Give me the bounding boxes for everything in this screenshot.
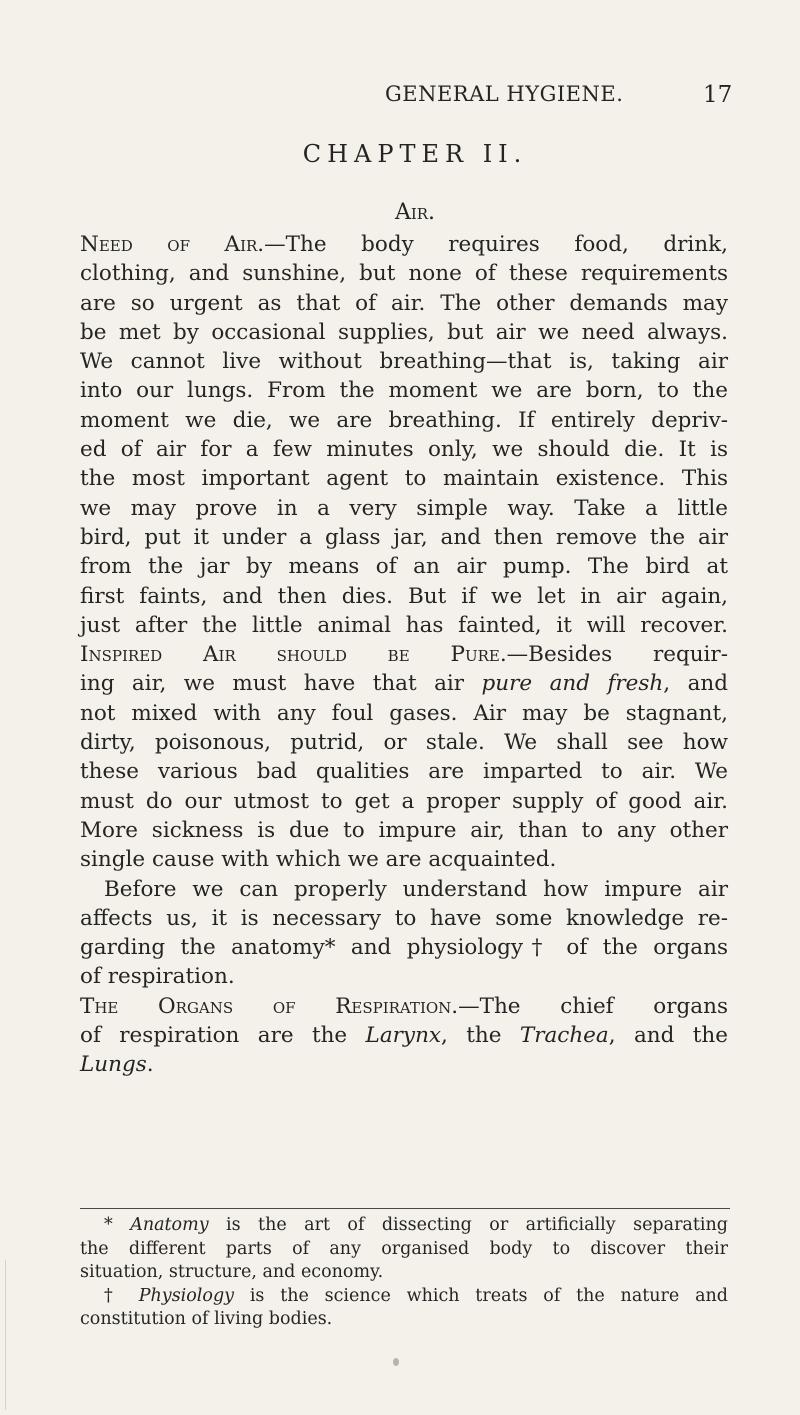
footnote-term: Anatomy <box>130 1215 209 1235</box>
paragraph-line: Need of Air.—The body requires food, drink, <box>80 232 728 257</box>
paragraph-line: from the jar by means of an air pump. The bird at <box>80 554 728 580</box>
paragraph-line: these various bad qualities are imparted to air. We <box>80 759 728 785</box>
paragraph-line: moment we die, we are breathing. If entirely depriv- <box>80 407 728 433</box>
paragraph-line: Inspired Air should be Pure.—Besides requir- <box>80 642 728 668</box>
paragraph-line: Before we can properly understand how impure air <box>104 876 728 902</box>
body-text <box>80 230 728 1080</box>
paragraph-line: bird, put it under a glass jar, and then remove the air <box>80 524 728 550</box>
emphasis: Larynx <box>365 1023 442 1049</box>
paragraph-line: not mixed with any foul gases. Air may be stagnant, <box>80 700 728 726</box>
paragraph-line: are so urgent as that of air. The other demands may <box>80 290 728 316</box>
paragraph-line: clothing, and sunshine, but none of these requirements <box>80 261 728 287</box>
paragraph-line: garding the anatomy* and physiology† of the organs <box>80 935 728 961</box>
chapter-title: CHAPTER II. <box>302 140 528 168</box>
paragraph-line: Lungs. <box>80 1052 154 1078</box>
page-number: 17 <box>703 82 733 108</box>
paragraph-line: affects us, it is necessary to have some knowledge re- <box>80 905 728 931</box>
footnote-line: the different parts of any organised body to discover their <box>80 1238 728 1259</box>
paragraph-line: must do our utmost to get a proper supply of good air. <box>80 788 728 814</box>
emphasis: and fresh <box>549 671 664 697</box>
paragraph-line: we may prove in a very simple way. Take a little <box>80 495 728 521</box>
footnote-line: situation, structure, and economy. <box>80 1262 384 1282</box>
page-edge-shadow <box>5 1260 6 1410</box>
emphasis: pure <box>481 671 533 697</box>
emphasis: Trachea <box>519 1023 609 1049</box>
footnote-line: constitution of living bodies. <box>80 1309 333 1329</box>
footnote-line: * Anatomy is the art of dissecting or artificially separating <box>104 1215 728 1235</box>
section-title: Air. <box>394 200 436 225</box>
paragraph-heading: The Organs of Respiration. <box>80 993 459 1019</box>
paragraph-line: dirty, poisonous, putrid, or stale. We shall see how <box>80 730 728 756</box>
paragraph-heading: Inspired Air should be Pure. <box>80 642 507 668</box>
ink-spot <box>393 1358 399 1366</box>
footnote-term: Physiology <box>138 1285 235 1306</box>
running-head: GENERAL HYGIENE. <box>385 82 624 106</box>
paragraph-line: of respiration. <box>80 964 235 990</box>
footnotes <box>80 1214 728 1332</box>
emphasis: Lungs <box>80 1052 147 1078</box>
paragraph-line: the most important agent to maintain existence. This <box>80 466 728 492</box>
paragraph-line: More sickness is due to impure air, than to any other <box>80 817 728 843</box>
footnote-divider <box>80 1208 730 1209</box>
paragraph-line: of respiration are the Larynx, the Trachea, and the <box>80 1023 728 1049</box>
paragraph-line: single cause with which we are acquainted. <box>80 847 557 873</box>
footnote-line: † Physiology is the science which treats of the nature and <box>104 1285 728 1306</box>
paragraph-line: ing air, we must have that air pure and fresh, and <box>80 671 728 697</box>
paragraph-line: first faints, and then dies. But if we let in air again, <box>80 583 728 609</box>
paragraph-line: The Organs of Respiration.—The chief organs <box>80 993 728 1019</box>
paragraph-line: be met by occasional supplies, but air we need always. <box>80 319 728 345</box>
paragraph-line: into our lungs. From the moment we are born, to the <box>80 378 728 404</box>
paragraph-line: just after the little animal has fainted, it will recover. <box>80 612 728 638</box>
paragraph-line: We cannot live without breathing—that is, taking air <box>80 349 728 375</box>
paragraph-line: ed of air for a few minutes only, we should die. It is <box>80 437 728 463</box>
paragraph-heading: Need of Air. <box>80 232 265 257</box>
